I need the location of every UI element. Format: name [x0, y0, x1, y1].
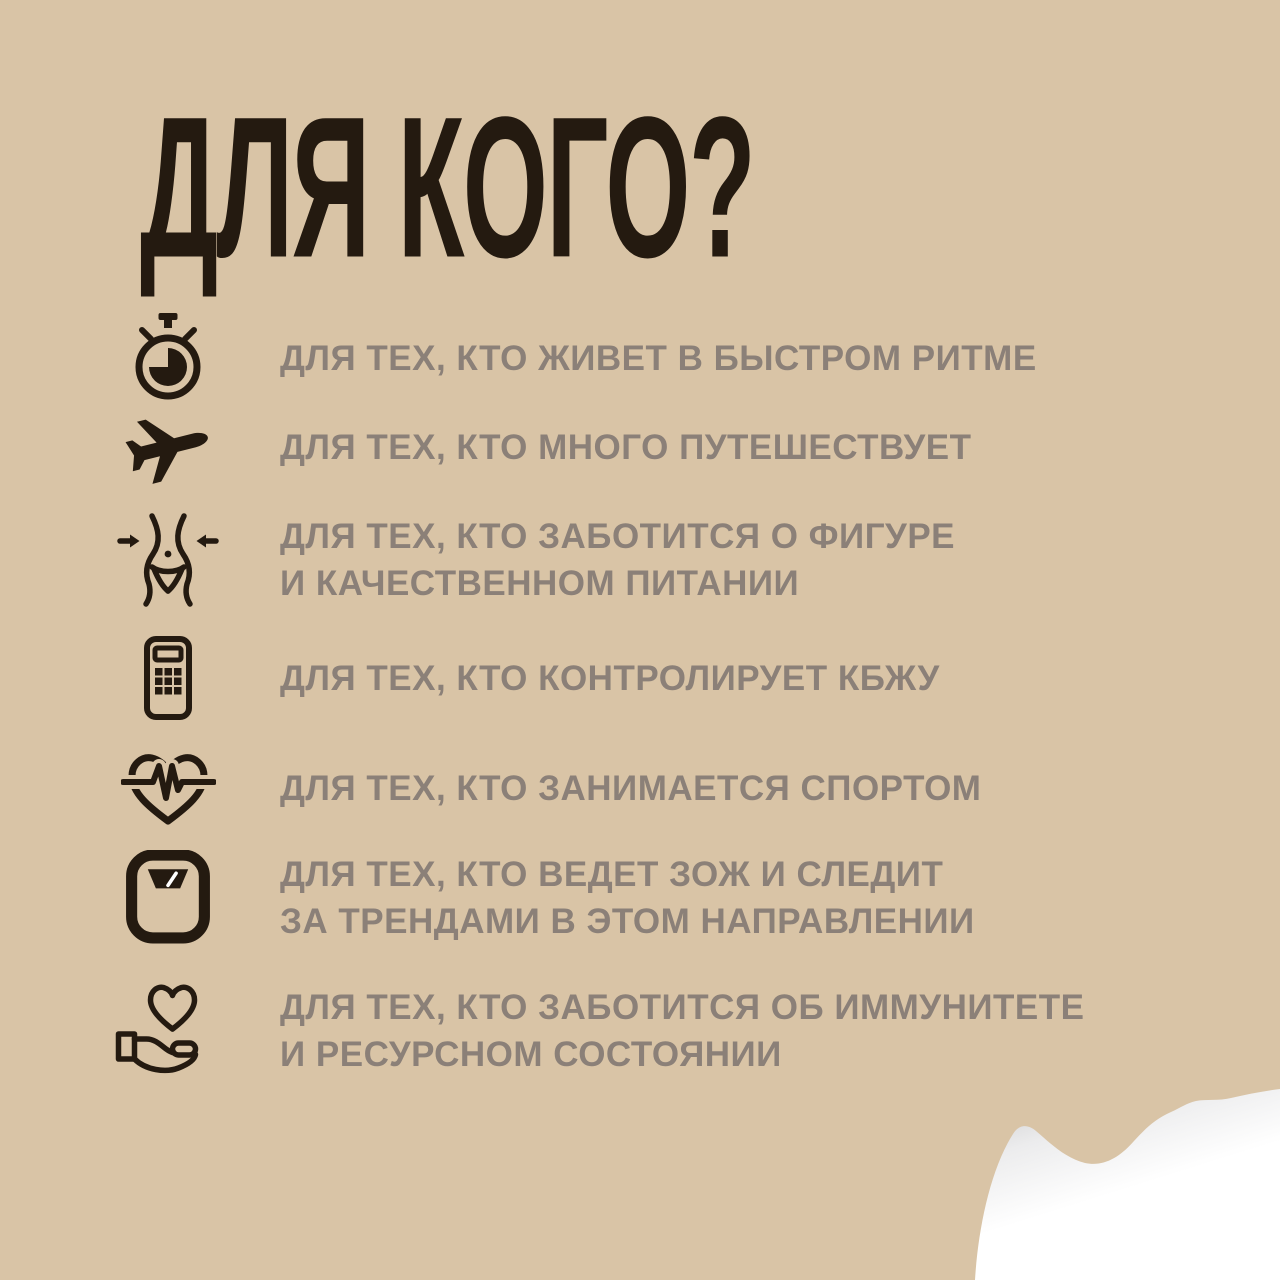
- item-text-line: ДЛЯ ТЕХ, КТО ЗАБОТИТСЯ О ФИГУРЕ: [280, 517, 956, 556]
- list-item: [112, 630, 1240, 726]
- scale-icon: [122, 850, 214, 946]
- milk-splash-decor: [968, 1078, 1280, 1280]
- item-text-line: ЗА ТРЕНДАМИ В ЭТОМ НАПРАВЛЕНИИ: [280, 902, 975, 941]
- item-text-line: ДЛЯ ТЕХ, КТО КОНТРОЛИРУЕТ КБЖУ: [280, 658, 940, 698]
- calculator-icon: [128, 635, 208, 721]
- list-item: [112, 506, 1240, 614]
- list-item: [112, 312, 1240, 404]
- item-text-line: ДЛЯ ТЕХ, КТО ЖИВЕТ В БЫСТРОМ РИТМЕ: [280, 338, 1037, 378]
- milk-splash-icon: [968, 1078, 1280, 1280]
- airplane-icon: [122, 404, 214, 490]
- list-item: [112, 740, 1240, 836]
- list-item: [112, 402, 1240, 492]
- list-item: [112, 976, 1240, 1086]
- list-item: [112, 843, 1240, 953]
- item-text-line: ДЛЯ ТЕХ, КТО ВЕДЕТ ЗОЖ И СЛЕДИТ: [280, 855, 944, 894]
- item-text-line: ДЛЯ ТЕХ, КТО ЗАБОТИТСЯ ОБ ИММУНИТЕТЕ: [280, 988, 1085, 1027]
- waist-icon: [116, 508, 220, 612]
- item-text-line: И КАЧЕСТВЕННОМ ПИТАНИИ: [280, 564, 800, 603]
- heart-pulse-icon: [121, 745, 216, 831]
- item-text-line: ДЛЯ ТЕХ, КТО ЗАНИМАЕТСЯ СПОРТОМ: [280, 768, 982, 808]
- stopwatch-icon: [127, 312, 209, 404]
- item-text-line: ДЛЯ ТЕХ, КТО МНОГО ПУТЕШЕСТВУЕТ: [280, 427, 972, 467]
- item-text-line: И РЕСУРСНОМ СОСТОЯНИИ: [280, 1035, 782, 1074]
- hand-heart-icon: [115, 981, 221, 1081]
- page-title: ДЛЯ КОГО?: [140, 76, 755, 300]
